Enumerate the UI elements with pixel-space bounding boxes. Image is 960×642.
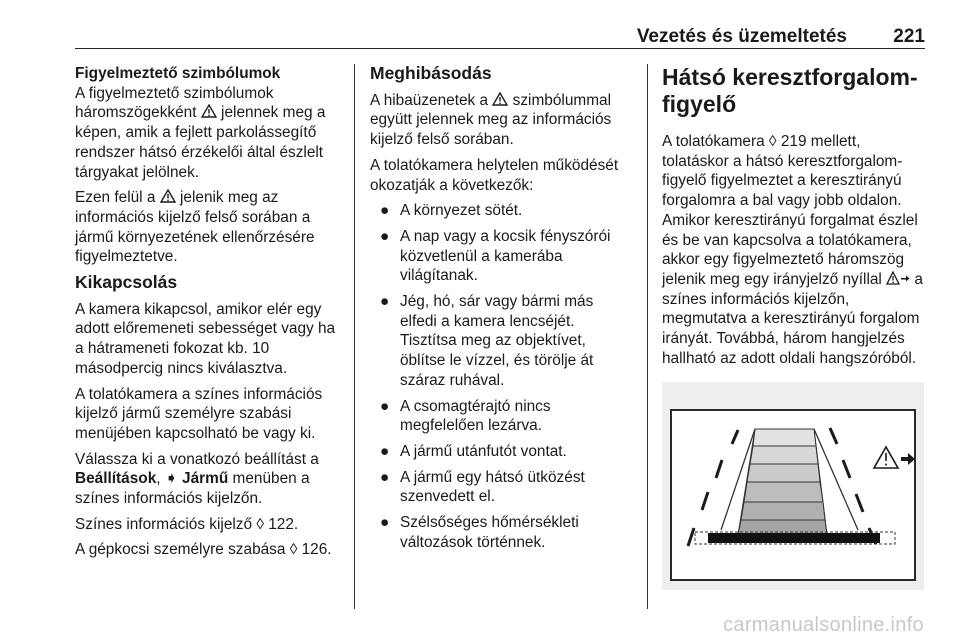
camera-display-graphic [662, 382, 924, 590]
paragraph: Válassza ki a vonatkozó beállítást a Beállítások, ➧ Jármű menüben a színes információs kijelzőn. [75, 450, 319, 508]
menu-arrow-icon: ➧ [164, 470, 178, 488]
warning-triangle-arrow-icon [886, 271, 910, 285]
malfunction-list [370, 201, 632, 552]
paragraph: A hibaüzenetek a szimbólummal együtt jelennek meg az információs kijelző felső sorában. [370, 91, 612, 149]
cross-reference: Színes információs kijelző ◊ 122. [75, 515, 299, 533]
page-header [75, 22, 925, 49]
warning-triangle-icon [160, 189, 176, 203]
list-item: ● A környezet sötét. [380, 202, 523, 220]
page-number: 221 [893, 26, 925, 47]
column-divider [647, 64, 648, 609]
list-item: ● A nap vagy a kocsik fényszórói közvetlenül a kamerába világítanak. [380, 227, 611, 285]
warning-symbols-heading: Figyelmeztető szimbólumok [75, 65, 281, 82]
list-item: ● A csomagtérajtó nincs megfelelően lezárva. [380, 397, 551, 435]
paragraph: A tolatókamera helytelen működését okozatják a következők: [370, 156, 619, 194]
column-1 [75, 64, 340, 566]
paragraph: A tolatókamera a színes információs kijelző jármű személyre szabási menüjében kapcsolható be vagy ki. [75, 385, 323, 442]
rear-cross-traffic-heading: Hátsó keresztforgalom-figyelő [662, 64, 918, 117]
camera-display-illustration [662, 382, 924, 590]
list-item: ● A jármű utánfutót vontat. [380, 442, 567, 460]
paragraph: A tolatókamera ◊ 219 mellett, tolatáskor a hátsó keresztforgalom-figyelő figyelmeztet a keresztirányú forgalomra a bal vagy jobb oldalon. Amikor keresztirányú forgalmat észlel és be van kapcsolva a tolatókamera, akkor egy figyelmeztető háromszög jelenik meg egy irányjelző nyíllal a színes információs kijelzőn, megmutatva a keresztirányú forgalom irányát. Továbbá, három hangjelzés hallható az adott oldali hangszóróból. [662, 133, 923, 367]
paragraph: A kamera kikapcsol, amikor elér egy adott előremeneti sebességet vagy ha a hátrameneti fokozat kb. 10 másodpercig nincs kiválasztva. [75, 300, 336, 377]
cross-reference: A gépkocsi személyre szabása ◊ 126. [75, 541, 332, 559]
warning-triangle-icon [201, 104, 217, 118]
section-title: Vezetés és üzemeltetés [636, 26, 847, 47]
list-item: ● Jég, hó, sár vagy bármi más elfedi a kamera lencséjét. Tisztítsa meg az objektívet, öblítse le vízzel, és törölje át száraz ruhával. [380, 293, 594, 389]
menu-vehicle: Jármű [182, 470, 229, 488]
paragraph: A figyelmeztető szimbólumok háromszögekként jelennek meg a képen, amik a fejlett parkolássegítő rendszer hátsó érzékelői által észlelt tárgyakat jelölnek. [75, 84, 326, 181]
watermark: carmanualsonline.info [723, 614, 924, 636]
column-2 [370, 64, 632, 558]
column-divider [354, 64, 355, 609]
menu-settings: Beállítások [75, 470, 157, 488]
paragraph: Ezen felül a jelenik meg az információs kijelző felső sorában a jármű környezetének ellenőrzésére figyelmeztetve. [75, 189, 315, 266]
list-item: ● Szélsőséges hőmérsékleti változások történnek. [380, 514, 579, 551]
malfunction-heading: Meghibásodás [370, 63, 492, 83]
deactivation-heading: Kikapcsolás [75, 272, 178, 293]
column-3 [662, 64, 927, 374]
list-item: ● A jármű egy hátsó ütközést szenvedett el. [380, 468, 585, 506]
warning-triangle-icon [492, 92, 508, 106]
